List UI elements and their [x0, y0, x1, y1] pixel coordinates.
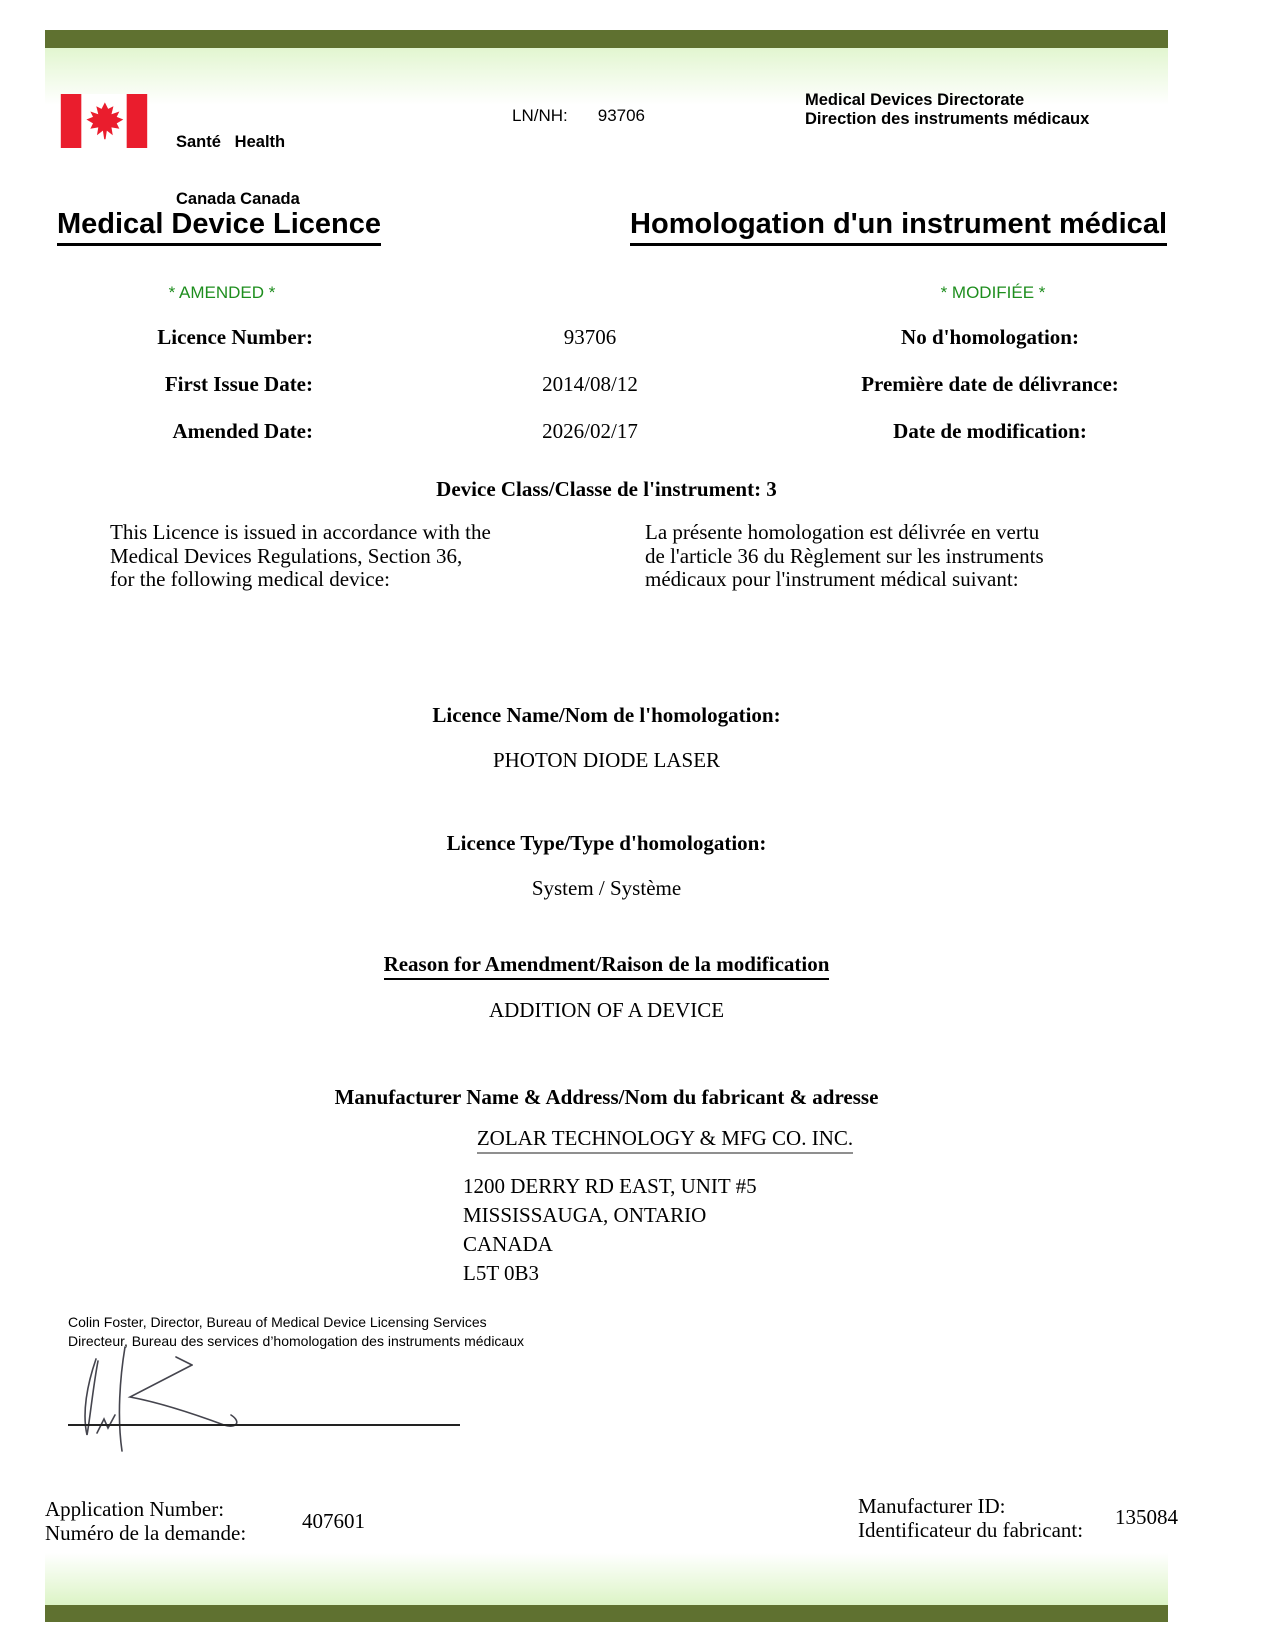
- wordmark-line-2: Canada Canada: [176, 190, 300, 208]
- status-amended-en: * AMENDED *: [168, 283, 276, 302]
- application-number-label-en: Application Number:: [45, 1497, 225, 1521]
- licence-type-value: System / Système: [531, 876, 682, 900]
- address-line: L5T 0B3: [463, 1261, 540, 1285]
- manufacturer-heading: Manufacturer Name & Address/Nom du fabricant & adresse: [334, 1085, 879, 1109]
- ln-nh-value: 93706: [597, 106, 646, 125]
- amendment-reason-value: ADDITION OF A DEVICE: [488, 998, 725, 1022]
- application-number-labels: [45, 1497, 246, 1545]
- signature-line: [68, 1424, 460, 1426]
- licence-number-label-en: Licence Number:: [157, 325, 313, 349]
- licence-fields-table: [45, 325, 1168, 466]
- directorate-en: Medical Devices Directorate: [805, 91, 1025, 109]
- directorate-fr: Direction des instruments médicaux: [805, 109, 1090, 128]
- status-amended-fr: * MODIFIÉE *: [940, 283, 1046, 302]
- licence-number-label-fr: No d'homologation:: [901, 325, 1079, 349]
- application-number-value: 407601: [302, 1509, 365, 1533]
- first-issue-date-value: 2014/08/12: [542, 372, 638, 396]
- application-number-label-fr: Numéro de la demande:: [45, 1521, 247, 1545]
- ln-nh-label: LN/NH:: [512, 106, 568, 125]
- manufacturer-name: ZOLAR TECHNOLOGY & MFG CO. INC.: [400, 1126, 930, 1154]
- licence-name-value: PHOTON DIODE LASER: [492, 748, 721, 772]
- first-issue-date-row: [45, 372, 1168, 419]
- issuance-paragraph-en: This Licence is issued in accordance with the Medical Devices Regulations, Section 36, for the following medical device:: [110, 520, 491, 591]
- manufacturer-id-value: 135084: [1115, 1505, 1178, 1529]
- wordmark-line-1: Santé Health: [176, 133, 286, 151]
- manufacturer-id-label-fr: Identificateur du fabricant:: [858, 1518, 1084, 1542]
- signatory-line-en: Colin Foster, Director, Bureau of Medical Device Licensing Services: [68, 1314, 487, 1330]
- page-title-fr: Homologation d'un instrument médical: [630, 208, 1167, 246]
- canada-flag-icon: [60, 94, 148, 148]
- bottom-green-gradient: [45, 1553, 1168, 1605]
- licence-number-row: [45, 325, 1168, 372]
- address-line: 1200 DERRY RD EAST, UNIT #5: [463, 1174, 757, 1198]
- amended-date-value: 2026/02/17: [542, 419, 638, 443]
- first-issue-date-label-en: First Issue Date:: [164, 372, 313, 396]
- licence-type-heading: Licence Type/Type d'homologation:: [446, 831, 767, 855]
- licence-number-value: 93706: [563, 325, 617, 349]
- address-line: MISSISSAUGA, ONTARIO: [463, 1203, 707, 1227]
- licence-name-heading: Licence Name/Nom de l'homologation:: [432, 703, 781, 727]
- page-title-en: Medical Device Licence: [57, 208, 381, 246]
- manufacturer-address: [463, 1172, 757, 1288]
- device-class-line: Device Class/Classe de l'instrument: 3: [436, 477, 777, 501]
- amended-date-row: [45, 419, 1168, 466]
- manufacturer-id-labels: [858, 1494, 1083, 1542]
- licence-number-header: [512, 106, 645, 126]
- directorate-block: [805, 91, 1089, 128]
- first-issue-date-label-fr: Première date de délivrance:: [861, 372, 1119, 396]
- manufacturer-id-label-en: Manufacturer ID:: [858, 1494, 1006, 1518]
- top-olive-bar: [45, 30, 1168, 48]
- bottom-olive-bar: [45, 1605, 1168, 1622]
- issuance-paragraph-fr: La présente homologation est délivrée en vertu de l'article 36 du Règlement sur les instruments médicaux pour l'instrument médical suivant:: [645, 520, 1044, 591]
- signatory-line-fr: Directeur, Bureau des services d’homologation des instruments médicaux: [68, 1332, 525, 1349]
- address-line: CANADA: [463, 1232, 553, 1256]
- amended-date-label-en: Amended Date:: [172, 419, 313, 443]
- amendment-reason-heading: Reason for Amendment/Raison de la modification: [45, 952, 1168, 980]
- signature-handwriting-icon: [72, 1345, 402, 1453]
- amended-date-label-fr: Date de modification:: [893, 419, 1087, 443]
